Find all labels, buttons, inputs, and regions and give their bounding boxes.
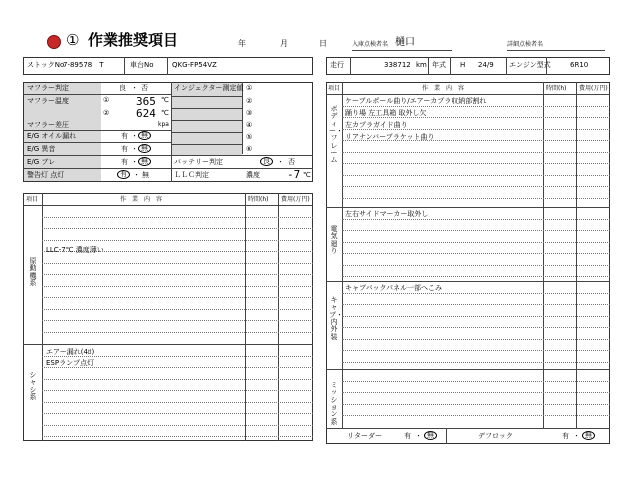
muffler-judge-label: マフラー判定 <box>27 84 69 92</box>
right-head-cost: 費用(万円) <box>579 85 608 92</box>
engine-value: 6R10 <box>570 61 589 69</box>
right-line-1: ケーブルポール曲り/エアーカプラ収納部割れ <box>345 97 487 105</box>
right-head-work: 作 業 内 容 <box>422 85 465 92</box>
battery-good: 良 <box>260 157 273 166</box>
dotted-rule <box>342 404 610 405</box>
month-label: 月 <box>280 39 288 48</box>
dotted-rule <box>42 309 313 310</box>
vibration-selected: 無 <box>138 157 151 166</box>
dotted-rule <box>42 274 313 275</box>
retarder-label: リターダー <box>347 432 382 440</box>
dotted-rule <box>342 106 610 107</box>
noise-selected: 無 <box>138 144 151 153</box>
dotted-rule <box>42 217 313 218</box>
dotted-rule <box>342 198 610 199</box>
dotted-rule <box>42 228 313 229</box>
vibration-label: E/G ブレ <box>27 158 56 166</box>
left-work-table <box>23 193 313 441</box>
dotted-rule <box>42 413 313 414</box>
engine-label: エンジン型式 <box>509 61 551 69</box>
muffler-bad: 否 <box>141 84 148 92</box>
dotted-rule <box>342 316 610 317</box>
dotted-rule <box>342 265 610 266</box>
dotted-rule <box>42 286 313 287</box>
warning-selected: 有 <box>117 170 130 179</box>
left-head-time: 時間(h) <box>248 196 269 203</box>
year-label: 年 <box>238 39 246 48</box>
left-head-item: 項目 <box>26 196 39 203</box>
warning-label: 警告灯 点灯 <box>27 171 65 179</box>
stock-value: 7-89578 T <box>63 61 104 69</box>
page-title: 作業推奨項目 <box>88 31 179 49</box>
dotted-rule <box>42 297 313 298</box>
dotted-rule <box>42 425 313 426</box>
right-line-4: リアナンバーブラケット曲り <box>345 133 435 141</box>
dotted-rule <box>342 304 610 305</box>
left-sec-engine: 原動機系 <box>29 257 37 288</box>
muffler-good: 良 <box>119 84 126 92</box>
chassis-value: QKG-FP54VZ <box>172 61 217 69</box>
dotted-rule <box>42 367 313 368</box>
detail-inspector-label: 詳細点検者名 <box>507 41 544 48</box>
dotted-rule <box>342 219 610 220</box>
dotted-rule <box>342 186 610 187</box>
oil-leak-label: E/G オイル漏れ <box>27 132 77 140</box>
muffler-diff-label: マフラー差圧 <box>27 121 69 129</box>
chassis-label: 車台No <box>130 61 154 69</box>
left-line-1: LLC-7℃ 濃度薄い <box>46 246 104 254</box>
difflock-selected: 無 <box>582 431 595 440</box>
day-label: 日 <box>319 39 327 48</box>
right-head-time: 時間(h) <box>546 85 567 92</box>
dotted-rule <box>342 230 610 231</box>
left-line-2: エアー漏れ(4ﾛ) <box>46 348 95 356</box>
injector-label: インジェクター測定値 <box>174 84 244 92</box>
oil-leak-selected: 無 <box>138 131 151 140</box>
inspector-label: 入庫点検者名 <box>352 41 389 48</box>
dotted-rule <box>342 362 610 363</box>
right-sec-cab: キャブ・内外装 <box>329 296 343 341</box>
difflock-label: デフロック <box>478 432 513 440</box>
dotted-rule <box>342 253 610 254</box>
dotted-rule <box>42 320 313 321</box>
dotted-rule <box>342 415 610 416</box>
conc-label: 濃度 <box>246 171 260 179</box>
muffler-temp-2: 624 <box>136 107 156 120</box>
right-sec-electric: 電気廻り <box>330 225 338 256</box>
right-line-3: 左カプラガイド曲り <box>345 121 408 129</box>
right-sec-mission: ミッション系 <box>330 381 338 426</box>
mileage-value: 338712 <box>384 61 411 69</box>
conc-value: -7 <box>287 168 301 181</box>
dotted-rule <box>42 379 313 380</box>
left-line-3: ESPランプ点灯 <box>46 359 95 367</box>
dotted-rule <box>342 163 610 164</box>
mileage-unit: km <box>416 61 427 69</box>
title-number: ① <box>66 31 80 49</box>
llc-label: ＬＬＣ判定 <box>174 171 209 179</box>
stock-label: ストックNo <box>27 61 65 69</box>
year-model-label: 年式 <box>432 61 446 69</box>
right-line-5: 左右サイドマーカー取外し <box>345 210 429 218</box>
left-head-work: 作 業 内 容 <box>120 196 163 203</box>
muffler-temp-1: 365 <box>136 95 156 108</box>
right-sec-body: ボディー・フレーム <box>329 105 343 165</box>
right-line-2: 踊り場 左工具箱 取外し欠 <box>345 109 427 117</box>
dotted-rule <box>342 339 610 340</box>
company-logo <box>47 35 61 49</box>
dotted-rule <box>42 332 313 333</box>
muffler-temp-label: マフラー温度 <box>27 97 69 105</box>
left-sec-chassis: シャシ系 <box>29 371 37 402</box>
dotted-rule <box>342 175 610 176</box>
dotted-rule <box>342 392 610 393</box>
dotted-rule <box>42 390 313 391</box>
dotted-rule <box>342 350 610 351</box>
year-model-value: 24/9 <box>478 61 494 69</box>
inspector-name: 樋口 <box>395 37 415 48</box>
dotted-rule <box>342 276 610 277</box>
right-head-item: 項目 <box>328 85 341 92</box>
dotted-rule <box>42 240 313 241</box>
retarder-selected: 無 <box>424 431 437 440</box>
dotted-rule <box>42 436 313 437</box>
mileage-label: 走行 <box>330 61 344 69</box>
vehicle-info-right <box>326 57 610 75</box>
dotted-rule <box>342 293 610 294</box>
dotted-rule <box>342 152 610 153</box>
dotted-rule <box>42 402 313 403</box>
dotted-rule <box>42 263 313 264</box>
left-head-cost: 費用(万円) <box>281 196 310 203</box>
dotted-rule <box>342 117 610 118</box>
noise-label: E/G 異音 <box>27 145 56 153</box>
right-line-6: キャブバックパネル一部へこみ <box>345 284 443 292</box>
dotted-rule <box>342 381 610 382</box>
dotted-rule <box>342 327 610 328</box>
dotted-rule <box>342 242 610 243</box>
era-value: H <box>460 61 466 69</box>
battery-label: バッテリー判定 <box>174 158 223 166</box>
